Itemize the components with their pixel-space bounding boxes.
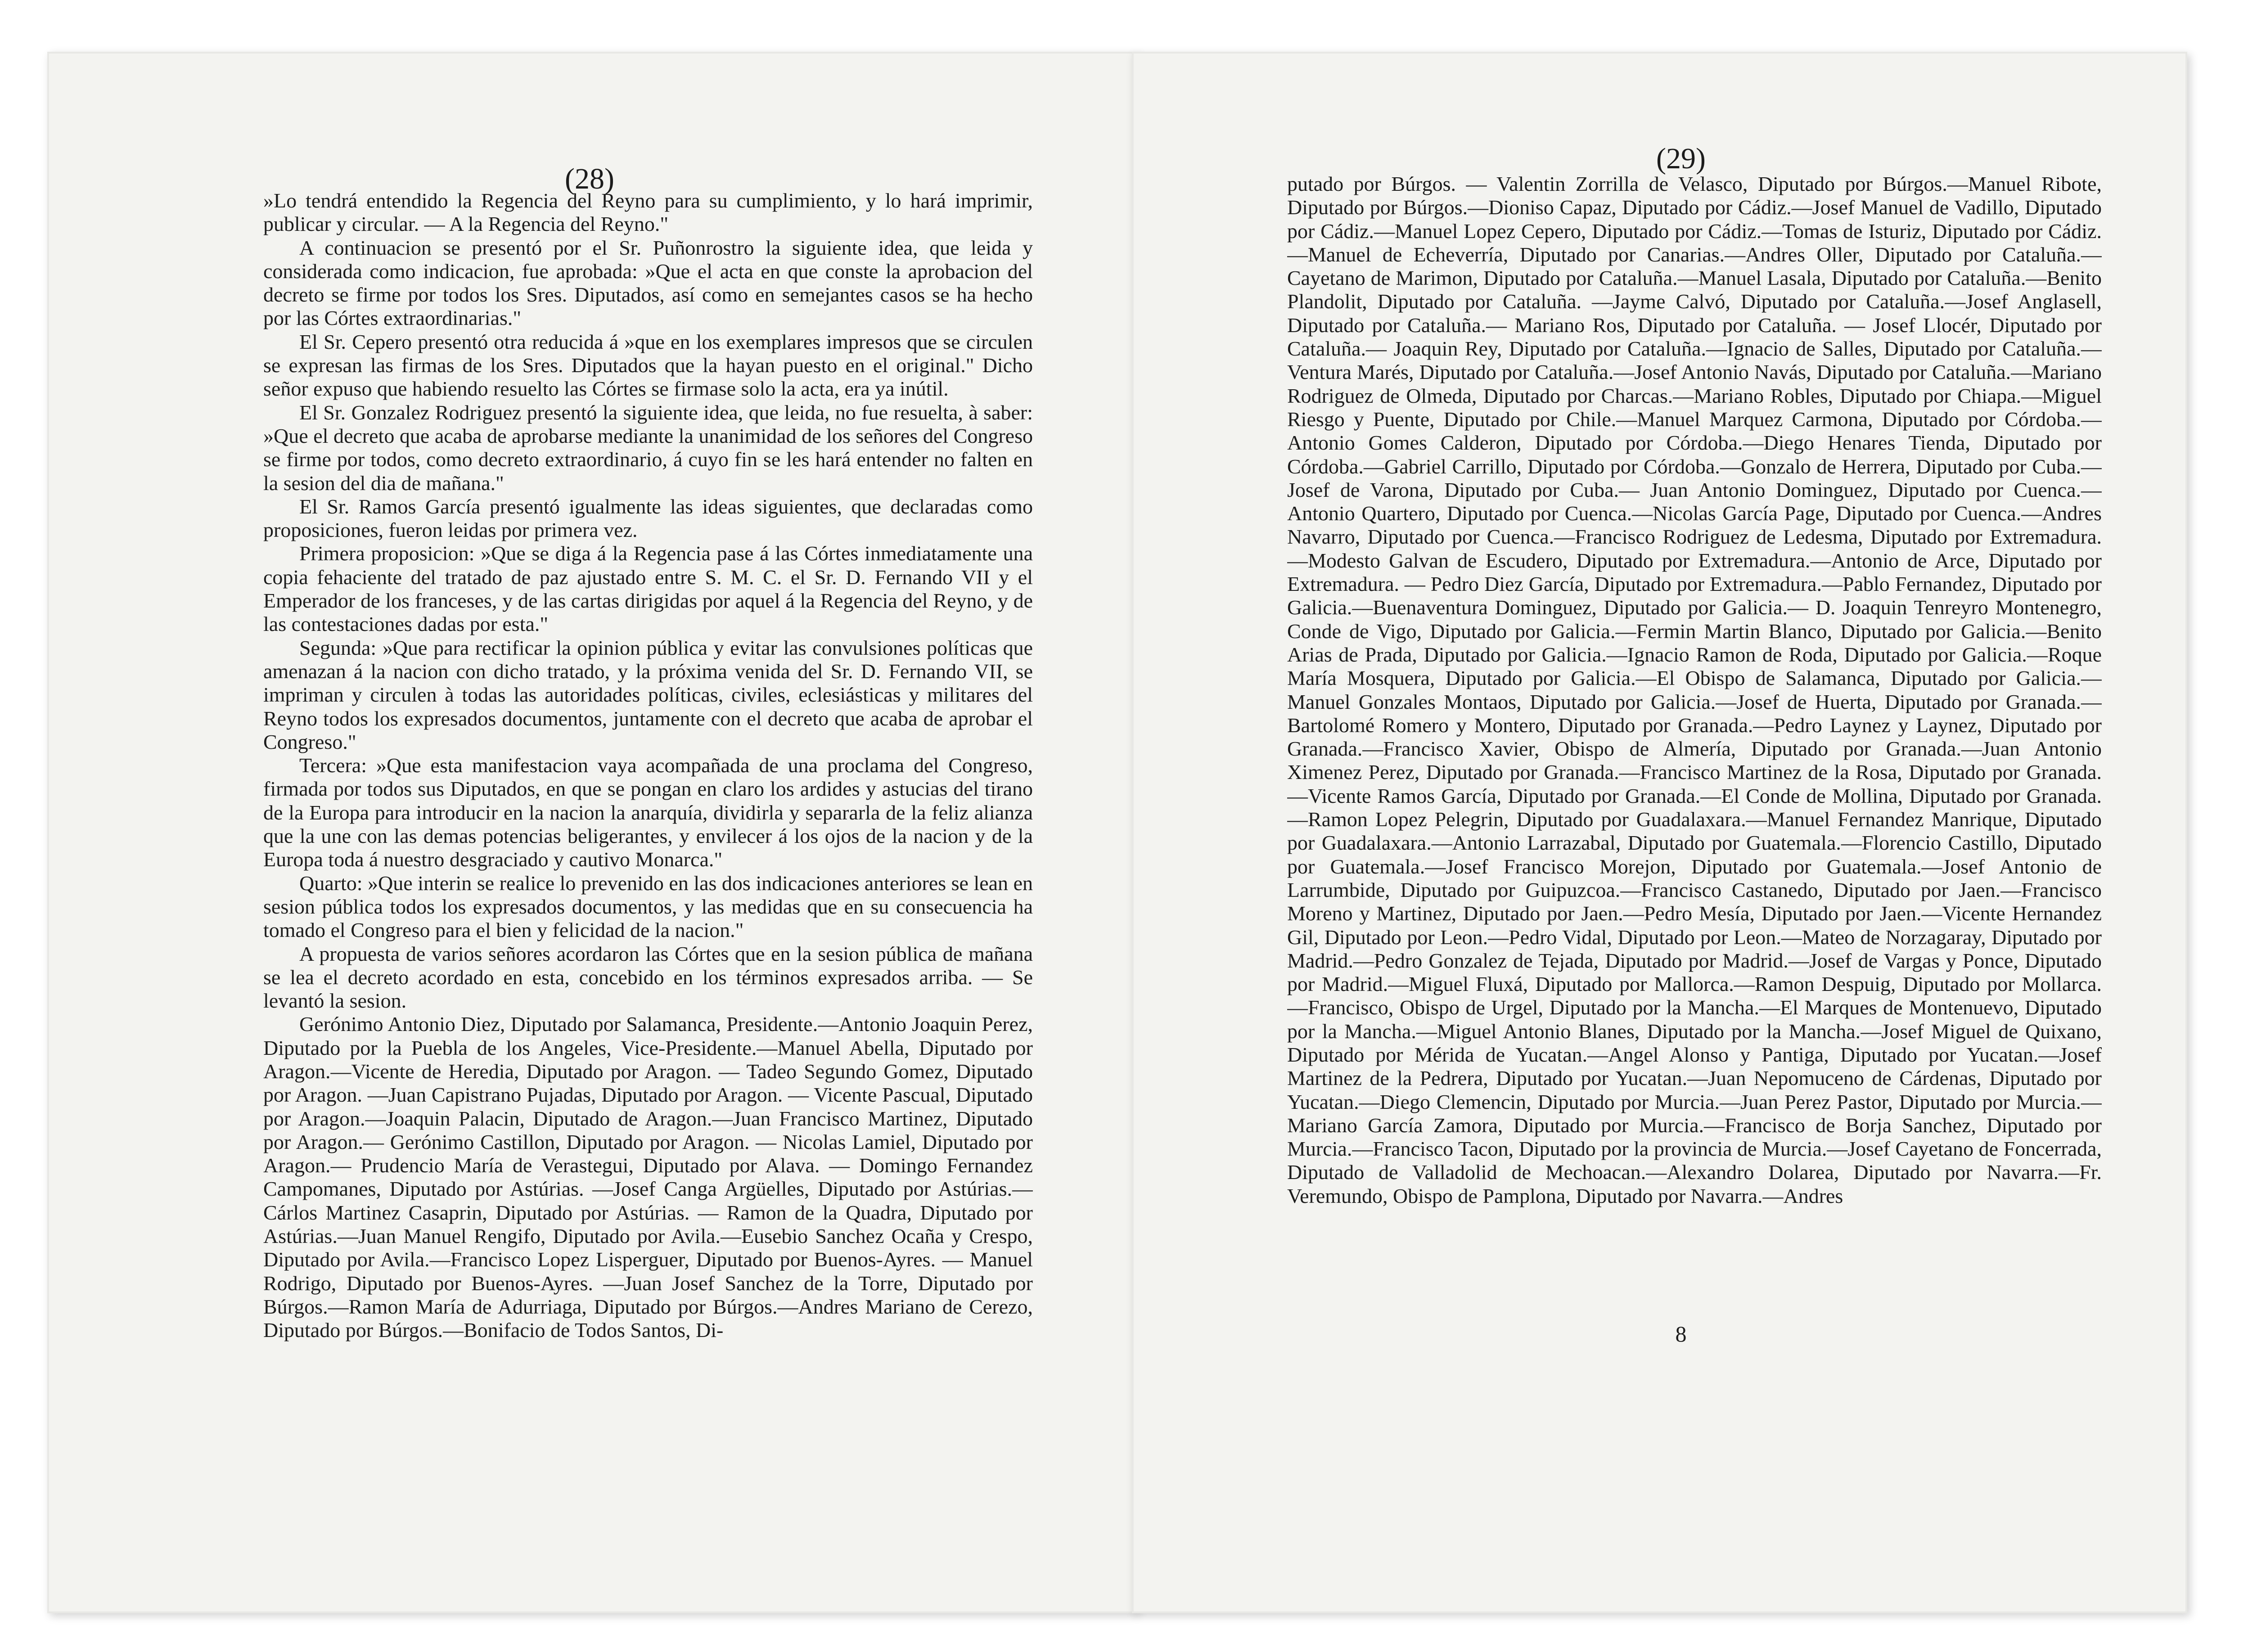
right-page-body (1287, 172, 2102, 1428)
paragraph: Segunda: »Que para rectificar la opinion pública y evitar las convulsiones políticas que amenazan á la nacion con dicho tratado, y la próxima venida del Sr. D. Fernando VII, se impriman y circulen à todas las autoridades políticas, civiles, eclesiásticas y militares del Reyno todos los expresados documentos, juntamente con el decreto que acaba de aprobar el Congreso." (263, 636, 1033, 753)
right-page (1132, 52, 2187, 1613)
paragraph: El Sr. Ramos García presentó igualmente las ideas siguientes, que declaradas como proposiciones, fueron leidas por primera vez. (263, 495, 1033, 542)
paragraph: El Sr. Gonzalez Rodriguez presentó la siguiente idea, que leida, no fue resuelta, à saber: »Que el decreto que acaba de aprobarse mediante la unanimidad de los señores del Congreso se firme por todos, como decreto extraordinario, á cuyo fin se les hará entender no falten en la sesion del dia de mañana." (263, 401, 1033, 495)
paragraph: A continuacion se presentó por el Sr. Puñonrostro la siguiente idea, que leida y considerada como indicacion, fue aprobada: »Que el acta en que conste la aprobacion del decreto se firme por todos los Sres. Diputados, así como en semejantes casos se ha hecho por las Córtes extraordinarias." (263, 236, 1033, 330)
page-number-left: (28) (565, 162, 614, 195)
paragraph: »Lo tendrá entendido la Regencia del Reyno para su cumplimiento, y lo hará imprimir, publicar y circular. — A la Regencia del Reyno." (263, 189, 1033, 236)
paragraph: El Sr. Cepero presentó otra reducida á »que en los exemplares impresos que se circulen se expresan las firmas de los Sres. Diputados que la hayan puesto en el original." Dicho señor expuso que habiendo resuelto las Córtes se firmase solo la acta, era ya inútil. (263, 330, 1033, 401)
paragraph: Quarto: »Que interin se realice lo prevenido en las dos indicaciones anteriores se lean en sesion pública todos los expresados documentos, y las medidas que en su consecuencia ha tomado el Congreso para el bien y felicidad de la nacion." (263, 871, 1033, 942)
left-page-body (263, 189, 1033, 1517)
paragraph: Gerónimo Antonio Diez, Diputado por Salamanca, Presidente.—Antonio Joaquin Perez, Diputado por la Puebla de los Angeles, Vice-Presidente.—Manuel Abella, Diputado por Aragon.—Vicente de Heredia, Diputado por Aragon. — Tadeo Segundo Gomez, Diputado por Aragon. —Juan Capistrano Pujadas, Diputado por Aragon. — Vicente Pascual, Diputado por Aragon.—Joaquin Palacin, Diputado de Aragon.—Juan Francisco Martinez, Diputado por Aragon.— Gerónimo Castillon, Diputado por Aragon. — Nicolas Lamiel, Diputado por Aragon.— Prudencio María de Verastegui, Diputado por Alava. — Domingo Fernandez Campomanes, Diputado por Astúrias. —Josef Canga Argüelles, Diputado por Astúrias.—Cárlos Martinez Casaprin, Diputado por Astúrias. — Ramon de la Quadra, Diputado por Astúrias.—Juan Manuel Rengifo, Diputado por Avila.—Eusebio Sanchez Ocaña y Crespo, Diputado por Avila.—Francisco Lopez Lisperguer, Diputado por Buenos-Ayres. — Manuel Rodrigo, Diputado por Buenos-Ayres. —Juan Josef Sanchez de la Torre, Diputado por Búrgos.—Ramon María de Adurriaga, Diputado por Búrgos.—Andres Mariano de Cerezo, Diputado por Búrgos.—Bonifacio de Todos Santos, Di- (263, 1013, 1033, 1342)
paragraph: A propuesta de varios señores acordaron las Córtes que en la sesion pública de mañana se lea el decreto acordado en esta, concebido en los términos expresados arriba. — Se levantó la sesion. (263, 942, 1033, 1013)
page-number-right: (29) (1656, 142, 1706, 175)
paragraph: Tercera: »Que esta manifestacion vaya acompañada de una proclama del Congreso, firmada por todos sus Diputados, en que se pongan en claro los ardides y astucias del tirano de la Europa para introducir en la nacion la anarquía, dividirla y separarla de la feliz alianza que la une con las demas potencias beligerantes, y envilecer á los ojos de la nacion y de la Europa toda á nuestro desgraciado y cautivo Monarca." (263, 754, 1033, 871)
paragraph: putado por Búrgos. — Valentin Zorrilla de Velasco, Diputado por Búrgos.—Manuel Ribote, Diputado por Búrgos.—Dioniso Capaz, Diputado por Cádiz.—Josef Manuel de Vadillo, Diputado por Cádiz.—Manuel Lopez Cepero, Diputado por Cádiz.—Tomas de Isturiz, Diputado por Cádiz.—Manuel de Echeverría, Diputado por Canarias.—Andres Oller, Diputado por Cataluña.—Cayetano de Marimon, Diputado por Cataluña.—Manuel Lasala, Diputado por Cataluña.—Benito Plandolit, Diputado por Cataluña. —Jayme Calvó, Diputado por Cataluña.—Josef Anglasell, Diputado por Cataluña.— Mariano Ros, Diputado por Cataluña. — Josef Llocér, Diputado por Cataluña.— Joaquin Rey, Diputado por Cataluña.—Ignacio de Salles, Diputado por Cataluña.—Ventura Marés, Diputado por Cataluña.—Josef Antonio Navás, Diputado por Cataluña.—Mariano Rodriguez de Olmeda, Diputado por Charcas.—Mariano Robles, Diputado por Chiapa.—Miguel Riesgo y Puente, Diputado por Chile.—Manuel Marquez Carmona, Diputado por Córdoba.—Antonio Gomes Calderon, Diputado por Córdoba.—Diego Henares Tienda, Diputado por Córdoba.—Gabriel Carrillo, Diputado por Córdoba.—Gonzalo de Herrera, Diputado por Cuba.— Josef de Varona, Diputado por Cuba.— Juan Antonio Dominguez, Diputado por Cuenca.—Antonio Quartero, Diputado por Cuenca.—Nicolas García Page, Diputado por Cuenca.—Andres Navarro, Diputado por Cuenca.—Francisco Rodriguez de Ledesma, Diputado por Extremadura.—Modesto Galvan de Escudero, Diputado por Extremadura.—Antonio de Arce, Diputado por Extremadura. — Pedro Diez García, Diputado por Extremadura.—Pablo Fernandez, Diputado por Galicia.—Buenaventura Dominguez, Diputado por Galicia.— D. Joaquin Tenreyro Montenegro, Conde de Vigo, Diputado por Galicia.—Fermin Martin Blanco, Diputado por Galicia.—Benito Arias de Prada, Diputado por Galicia.—Ignacio Ramon de Roda, Diputado por Galicia.—Roque María Mosquera, Diputado por Galicia.—El Obispo de Salamanca, Diputado por Galicia.—Manuel Gonzales Montaos, Diputado por Galicia.—Josef de Huerta, Diputado por Granada.—Bartolomé Romero y Montero, Diputado por Granada.—Pedro Laynez y Laynez, Diputado por Granada.—Francisco Xavier, Obispo de Almería, Diputado por Granada.—Juan Antonio Ximenez Perez, Diputado por Granada.—Francisco Martinez de la Rosa, Diputado por Granada.—Vicente Ramos García, Diputado por Granada.—El Conde de Mollina, Diputado por Granada.—Ramon Lopez Pelegrin, Diputado por Guadalaxara.—Manuel Fernandez Manrique, Diputado por Guadalaxara.—Antonio Larrazabal, Diputado por Guatemala.—Florencio Castillo, Diputado por Guatemala.—Josef Francisco Morejon, Diputado por Guatemala.—Josef Antonio de Larrumbide, Diputado por Guipuzcoa.—Francisco Castanedo, Diputado por Jaen.—Francisco Moreno y Martinez, Diputado por Jaen.—Pedro Mesía, Diputado por Jaen.—Vicente Hernandez Gil, Diputado por Leon.—Pedro Vidal, Diputado por Leon.—Mateo de Norzagaray, Diputado por Madrid.—Pedro Gonzalez de Tejada, Diputado por Madrid.—Josef de Vargas y Ponce, Diputado por Madrid.—Miguel Fluxá, Diputado por Mallorca.—Ramon Despuig, Diputado por Mollarca.—Francisco, Obispo de Urgel, Diputado por la Mancha.—El Marques de Montenuevo, Diputado por la Mancha.—Miguel Antonio Blanes, Diputado por la Mancha.—Josef Miguel de Quixano, Diputado por Mérida de Yucatan.—Angel Alonso y Pantiga, Diputado por Yucatan.—Josef Martinez de la Pedrera, Diputado por Yucatan.—Juan Nepomuceno de Cárdenas, Diputado por Yucatan.—Diego Clemencin, Diputado por Murcia.—Juan Perez Pastor, Diputado por Murcia.—Mariano García Zamora, Diputado por Murcia.—Francisco de Borja Sanchez, Diputado por Murcia.—Francisco Tacon, Diputado por la provincia de Murcia.—Josef Cayetano de Foncerrada, Diputado de Valladolid de Mechoacan.—Alexandro Dolarea, Diputado por Navarra.—Fr. Veremundo, Obispo de Pamplona, Diputado por Navarra.—Andres (1287, 172, 2102, 1207)
signature-mark: 8 (1675, 1321, 1687, 1346)
paragraph: Primera proposicion: »Que se diga á la Regencia pase á las Córtes inmediatamente una copia fehaciente del tratado de paz ajustado entre S. M. C. el Sr. D. Fernando VII y el Emperador de los franceses, y de las cartas dirigidas por aquel á la Regencia del Reyno, y de las contestaciones dadas por esta." (263, 542, 1033, 636)
left-page (47, 52, 1136, 1613)
